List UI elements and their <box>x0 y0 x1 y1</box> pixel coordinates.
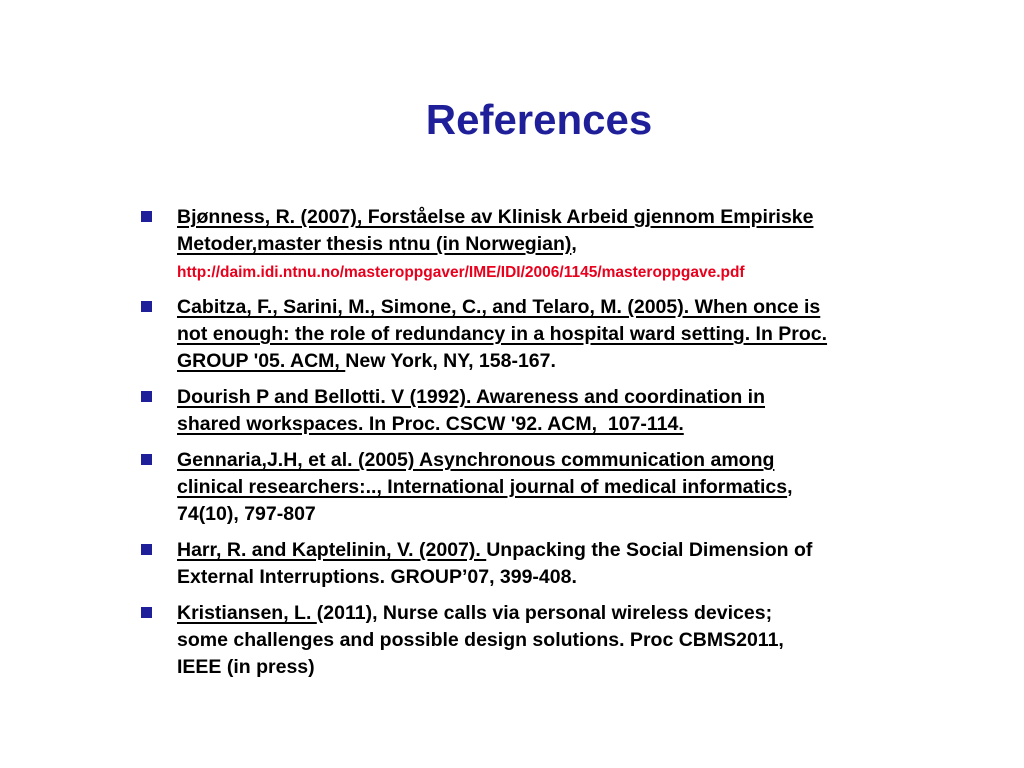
reference-list <box>177 204 957 690</box>
reference-line <box>177 348 957 375</box>
reference-text: , <box>571 233 577 255</box>
square-bullet-icon <box>141 211 152 222</box>
reference-text: , <box>787 476 793 498</box>
reference-line <box>177 564 957 591</box>
reference-item <box>177 294 957 375</box>
reference-underlined-text: Metoder,master thesis ntnu (in Norwegian) <box>177 233 572 255</box>
reference-line <box>177 537 957 564</box>
reference-line <box>177 321 957 348</box>
reference-underlined-text: Gennaria,J.H, et al. (2005) Asynchronous communication among <box>177 449 775 471</box>
slide-title: References <box>425 96 653 143</box>
reference-text: 74(10), 797-807 <box>177 503 316 525</box>
reference-item <box>177 447 957 528</box>
reference-item <box>177 600 957 681</box>
reference-text: IEEE (in press) <box>177 656 315 678</box>
reference-line <box>177 447 957 474</box>
reference-underlined-text: Bjønness, R. (2007), Forståelse av Klinisk Arbeid gjennom Empiriske <box>177 206 814 228</box>
reference-item <box>177 537 957 591</box>
reference-text: (2011), Nurse calls via personal wireless devices; <box>316 602 773 624</box>
reference-text: Unpacking the Social Dimension of <box>486 539 813 561</box>
square-bullet-icon <box>141 544 152 555</box>
reference-line <box>177 411 957 438</box>
reference-url-link[interactable]: http://daim.idi.ntnu.no/masteroppgaver/IME/IDI/2006/1145/masteroppgave.pdf <box>177 264 745 281</box>
reference-underlined-text: Harr, R. and Kaptelinin, V. (2007). <box>177 539 487 561</box>
reference-line <box>177 501 957 528</box>
reference-line <box>177 231 957 258</box>
reference-line <box>177 258 957 285</box>
square-bullet-icon <box>141 607 152 618</box>
reference-item <box>177 384 957 438</box>
reference-line <box>177 384 957 411</box>
reference-text: some challenges and possible design solutions. Proc CBMS2011, <box>177 629 784 651</box>
reference-line <box>177 600 957 627</box>
reference-underlined-text: Cabitza, F., Sarini, M., Simone, C., and Telaro, M. (2005). When once is <box>177 296 821 318</box>
square-bullet-icon <box>141 391 152 402</box>
square-bullet-icon <box>141 454 152 465</box>
reference-line <box>177 474 957 501</box>
reference-underlined-text: GROUP '05. ACM, <box>177 350 346 372</box>
reference-text: External Interruptions. GROUP’07, 399-408. <box>177 566 577 588</box>
reference-line <box>177 627 957 654</box>
reference-underlined-text: clinical researchers:.., International journal of medical informatics <box>177 476 788 498</box>
reference-item <box>177 204 957 285</box>
reference-underlined-text: shared workspaces. In Proc. CSCW '92. ACM, 107-114. <box>177 413 684 435</box>
reference-underlined-text: Dourish P and Bellotti. V (1992). Awareness and coordination in <box>177 386 766 408</box>
reference-line <box>177 654 957 681</box>
reference-text: New York, NY, 158-167. <box>345 350 556 372</box>
reference-line <box>177 294 957 321</box>
reference-underlined-text: Kristiansen, L. <box>177 602 317 624</box>
reference-line <box>177 204 957 231</box>
square-bullet-icon <box>141 301 152 312</box>
reference-underlined-text: not enough: the role of redundancy in a hospital ward setting. In Proc. <box>177 323 828 345</box>
